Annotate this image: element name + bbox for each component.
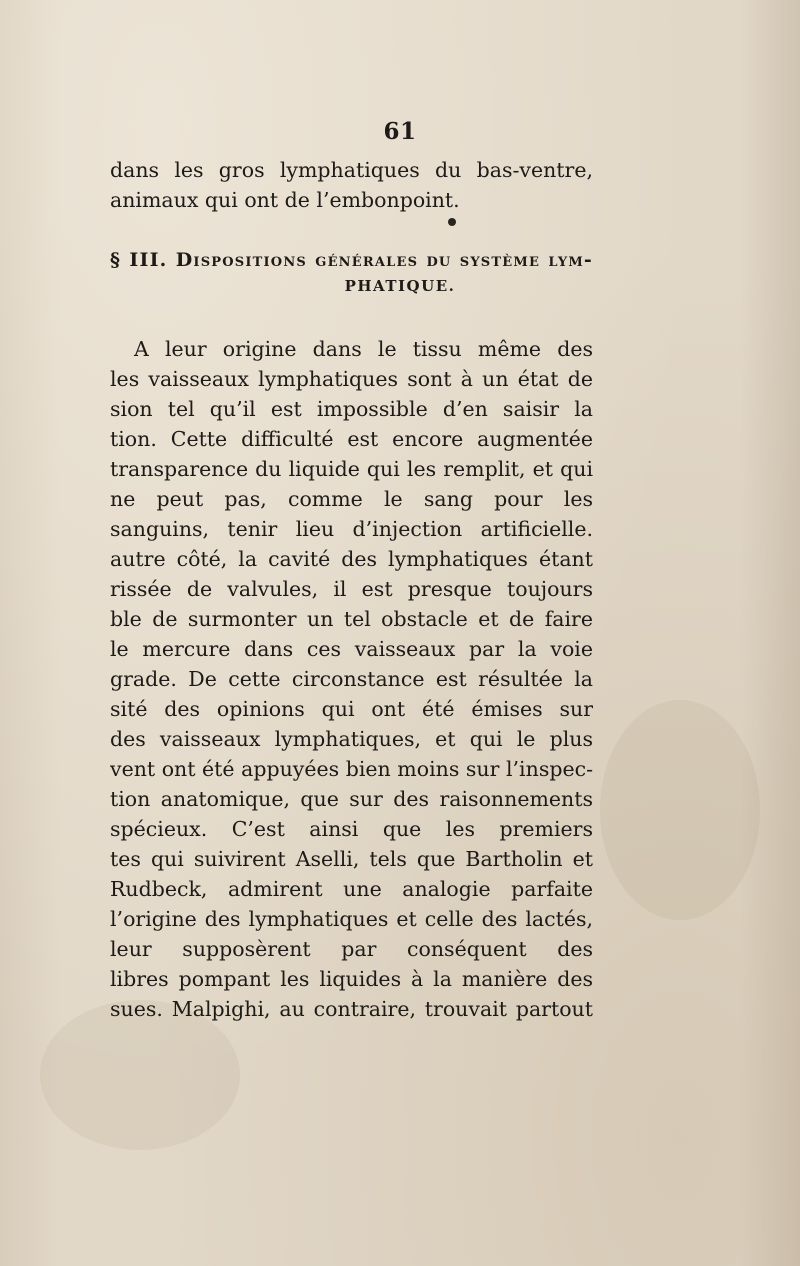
text-line: tes qui suivirent Aselli, tels que Bartholin et — [110, 847, 593, 871]
intro-paragraph — [110, 155, 593, 215]
text-line: sité des opinions qui ont été émises sur — [110, 697, 593, 721]
text-line: libres pompant les liquides à la manière des — [110, 967, 593, 991]
text-line: l’origine des lymphatiques et celle des lactés, — [110, 907, 593, 931]
text-line: des vaisseaux lymphatiques, et qui le plus — [110, 727, 593, 751]
text-line: ble de surmonter un tel obstacle et de faire — [110, 607, 593, 631]
text-line: animaux qui ont de l’embonpoint. — [110, 188, 460, 212]
text-line: le mercure dans ces vaisseaux par la voie — [110, 637, 593, 661]
paper-stain — [600, 700, 760, 920]
text-line: spécieux. C’est ainsi que les premiers — [110, 817, 593, 841]
text-line: A leur origine dans le tissu même des — [134, 337, 593, 361]
body-paragraph — [110, 334, 593, 1024]
text-line: les vaisseaux lymphatiques sont à un état de — [110, 367, 593, 391]
section-heading-continuation: PHATIQUE. — [344, 277, 456, 295]
text-line: sanguins, tenir lieu d’injection artificielle. — [110, 517, 593, 541]
text-line: rissée de valvules, il est presque toujours — [110, 577, 593, 601]
page-number: 61 — [383, 118, 417, 145]
text-line: sion tel qu’il est impossible d’en saisir la — [110, 397, 593, 421]
text-line: tion. Cette difficulté est encore augmentée — [110, 427, 593, 451]
text-line: vent ont été appuyées bien moins sur l’inspec- — [110, 757, 593, 781]
text-line: autre côté, la cavité des lymphatiques étant — [110, 547, 593, 571]
text-line: grade. De cette circonstance est résultée la — [110, 667, 593, 691]
text-line: sues. Malpighi, au contraire, trouvait partout — [110, 997, 593, 1021]
section-heading: § III. Dispositions générales du système lym- — [110, 249, 593, 271]
text-line: tion anatomique, que sur des raisonnements — [110, 787, 593, 811]
text-line: dans les gros lymphatiques du bas-ventre, — [110, 158, 593, 182]
text-line: Rudbeck, admirent une analogie parfaite — [110, 877, 593, 901]
text-line: transparence du liquide qui les remplit, et qui — [110, 457, 593, 481]
text-line: ne peut pas, comme le sang pour les — [110, 487, 593, 511]
text-line: leur supposèrent par conséquent des — [110, 937, 593, 961]
ornament-dot — [448, 218, 456, 226]
